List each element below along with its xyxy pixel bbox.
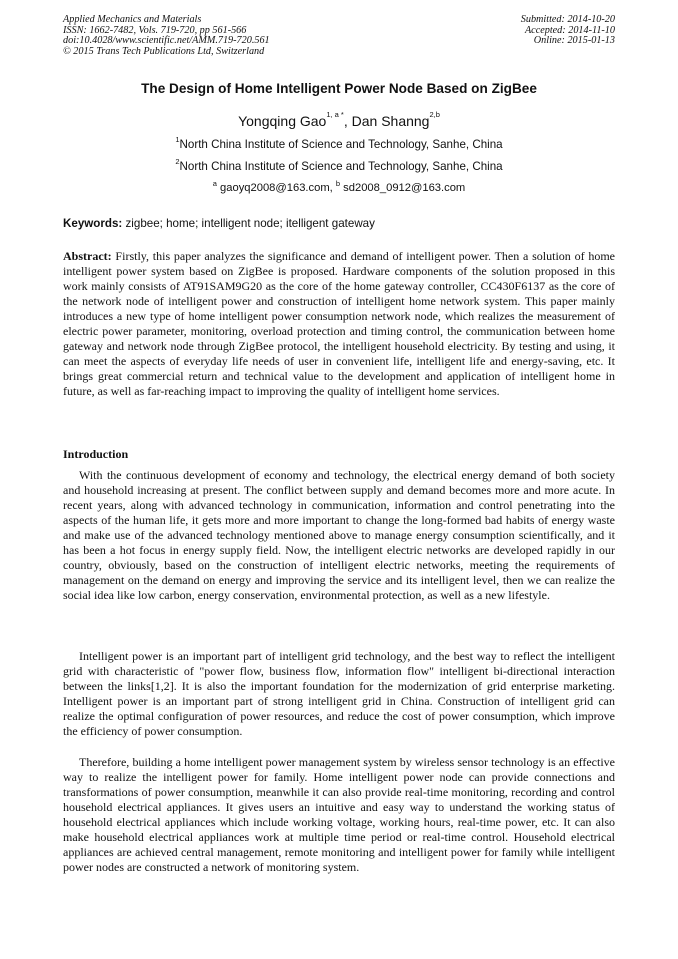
keywords-line: [63, 217, 615, 230]
online-date: Online: 2015-01-13: [533, 35, 615, 47]
email-line: [0, 179, 678, 194]
email-b-marker: b: [335, 179, 341, 188]
keywords-label: Keywords:: [63, 217, 123, 230]
author-2-marker: 2,b: [429, 110, 440, 119]
intro-paragraph-3: Therefore, building a home intelligent power management system by wireless sensor technology is an effective way to realize the intelligent power for family. Home intelligent power node can provide connections and transformations of power consumption, meanwhile it can also provide real-time monitoring, recording and control household electrical appliances. It gives users an intuitive and easy way to understand the working status of household electrical appliances which include working voltage, working hours, real-time power, etc. It can also make household electrical appliances work at multiple time period or real-time control. Household electrical appliances are achieved central management, remote monitoring and intelligent power for family while intelligent power nodes are constructed a network of monitoring system.: [63, 755, 615, 875]
affiliation-2-text: North China Institute of Science and Technology, Sanhe, China: [179, 160, 503, 173]
issn-line: ISSN: 1662-7482, Vols. 719-720, pp 561-566: [63, 24, 247, 36]
accepted-date: Accepted: 2014-11-10: [524, 24, 615, 36]
paper-title: The Design of Home Intelligent Power Node Based on ZigBee: [141, 81, 537, 96]
doi-line[interactable]: doi:10.4028/www.scientific.net/AMM.719-720.561: [63, 35, 270, 47]
journal-header-right: [521, 15, 615, 47]
author-1-marker: 1, a *: [326, 110, 344, 119]
intro-paragraph-1: With the continuous development of economy and technology, the electrical energy demand of both society and household increasing at present. The conflict between supply and demand becomes more and more acute. In recent years, along with advanced technology in communication, information and control penetrating into the aspects of the human life, it gets more and more important to change the long-formed bad habits of energy waste and make use of the advanced technology mentioned above to manage energy consumption scientifically, and it has been a hot focus in energy supply field. Now, the intelligent electric networks are developed rapidly in our country, obviously, based on the construction of intelligent electric networks, meeting the requirements of management on the demand on energy and improving the service and its intelligent level, then we can realize the social idea like low carbon, energy conservation, environmental protection, as well as a new lifestyle.: [63, 468, 615, 603]
introduction-heading: Introduction: [63, 447, 129, 461]
author-1: Yongqing Gao: [238, 113, 327, 129]
affiliation-1-text: North China Institute of Science and Technology, Sanhe, China: [179, 138, 503, 151]
submitted-date: Submitted: 2014-10-20: [520, 14, 615, 25]
email-a-marker: a: [212, 179, 217, 188]
author-2: Dan Shanng: [351, 113, 430, 129]
email-b[interactable]: sd2008_0912@163.com: [340, 182, 466, 194]
keywords-text: zigbee; home; intelligent node; itelligent gateway: [122, 217, 375, 230]
journal-name: Applied Mechanics and Materials: [63, 14, 202, 25]
abstract-paragraph: [63, 249, 615, 399]
abstract-text: Firstly, this paper analyzes the significance and demand of intelligent power. Then a solution of home intelligent power system based on ZigBee is proposed. Hardware components of the solution proposed in this work mainly consists of AT91SAM9G20 as the core of the home gateway controller, CC430F6137 as the core of the network node of intelligent power and construction of intelligent home network system. This paper mainly introduces a new type of home intelligent power consumption network node, which realizes the measurement of electric power parameter, monitoring, overload protection and timing control, the communication between home gateway and network node through ZigBee protocol, the intelligent household electricity. By testing and using, it can meet the aspects of everyday life needs of user in convenient life, intelligent life and energy-saving, etc. It brings great commercial return and technical value to the development and application of intelligent home in future, as well as far-reaching impact to improving the quality of intelligent home services.: [63, 249, 615, 399]
abstract-label: Abstract:: [63, 249, 112, 263]
affiliation-1-marker: 1: [175, 135, 180, 144]
copyright-line: © 2015 Trans Tech Publications Ltd, Switzerland: [63, 45, 265, 57]
affiliation-2-marker: 2: [175, 157, 180, 166]
journal-header-left: [63, 15, 270, 57]
email-a[interactable]: gaoyq2008@163.com,: [216, 182, 336, 194]
intro-paragraph-2: Intelligent power is an important part of intelligent grid technology, and the best way to reflect the intelligent grid with characteristic of "power flow, business flow, information flow" intelligent bi-directional interaction between the links[1,2]. It is also the important foundation for the modernization of grid enterprise marketing. Intelligent power is an important part of strong intelligent grid in China. Construction of intelligent grid can realize the optimal configuration of power resources, and reduce the cost of power consumption, which improve the efficiency of power consumption.: [63, 649, 615, 739]
affiliation-2: [0, 157, 678, 173]
author-line: [0, 110, 678, 129]
affiliation-1: [0, 135, 678, 151]
author-separator: ,: [343, 113, 352, 129]
